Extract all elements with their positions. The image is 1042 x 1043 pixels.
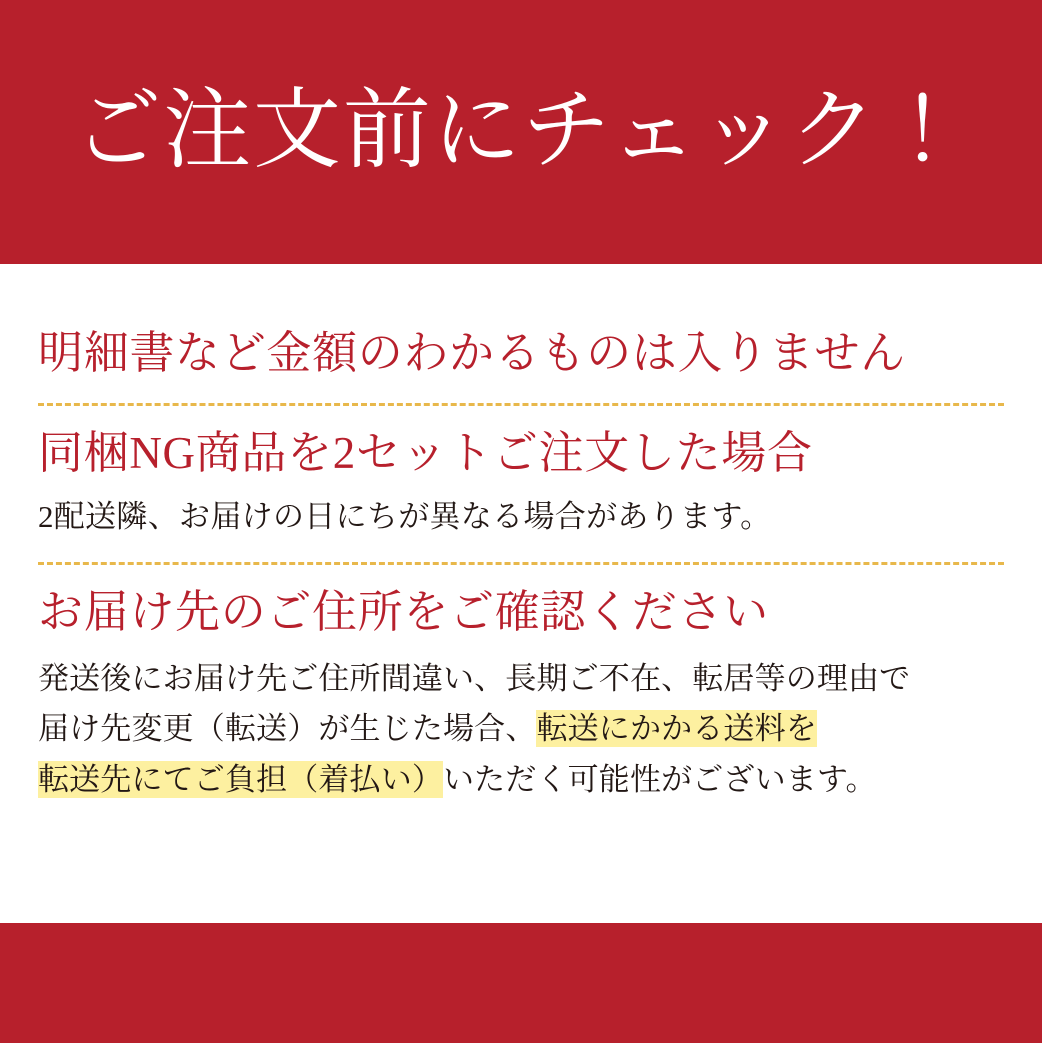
content-area (0, 264, 1042, 923)
header-band (0, 0, 1042, 264)
notice-body-3-line-1 (38, 654, 1004, 705)
notice-body-2: 2配送隣、お届けの日にちが異なる場合があります。 (38, 498, 772, 534)
notice-section-1 (38, 326, 1004, 381)
notice-body-3-highlight-1: 転送にかかる送料を (536, 711, 817, 747)
divider-1 (38, 403, 1004, 406)
page-title: ご注文前にチェック！ (73, 83, 969, 180)
notice-body-3-text-2: 届け先変更（転送）が生じた場合、 (38, 711, 537, 747)
divider-2 (38, 562, 1004, 565)
notice-heading-2: 同梱NG商品を2セットご注文した場合 (38, 427, 813, 478)
notice-body-3-line-2 (38, 704, 1004, 755)
notice-section-2 (38, 426, 1004, 540)
footer-band (0, 923, 1042, 1043)
notice-heading-1: 明細書など金額のわかるものは入りません (38, 328, 906, 378)
notice-body-3-text-3: いただく可能性がございます。 (443, 761, 877, 797)
notice-body-3-text-1: 発送後にお届け先ご住所間違い、長期ご不在、転居等の理由で (38, 660, 911, 696)
notice-body-3 (38, 654, 1004, 806)
notice-heading-3: お届け先のご住所をご確認ください (38, 586, 769, 637)
notice-body-3-highlight-2: 転送先にてご負担（着払い） (38, 761, 444, 797)
notice-body-3-line-3 (38, 755, 1004, 806)
notice-section-3 (38, 585, 1004, 805)
